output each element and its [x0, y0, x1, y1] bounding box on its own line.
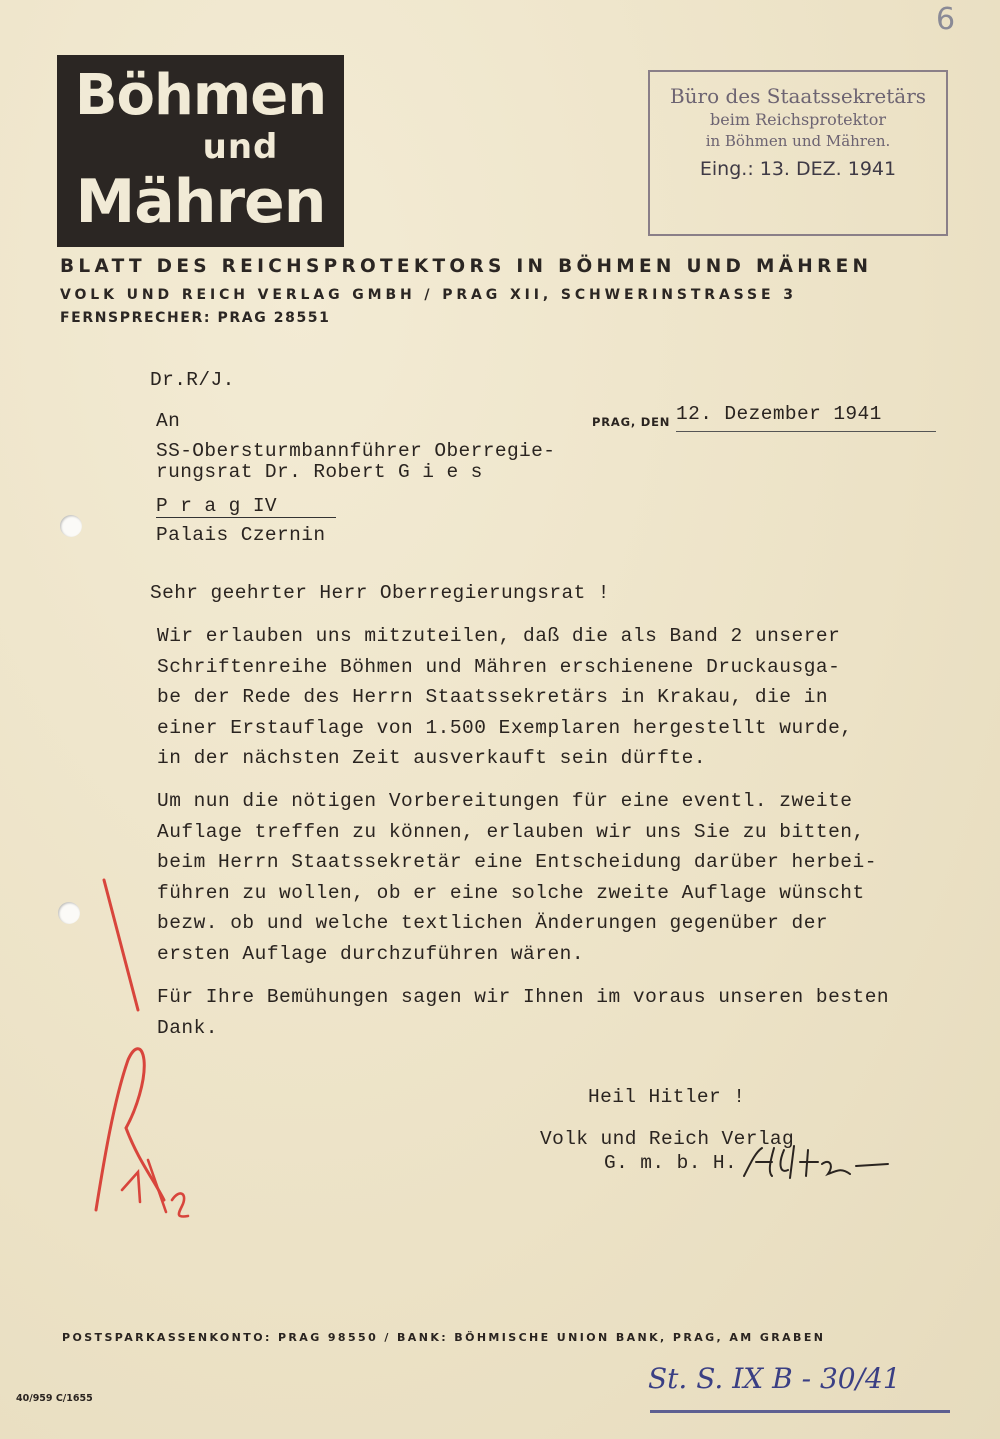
- paragraph-2-line: bezw. ob und welche textlichen Änderungen gegenüber der: [157, 912, 829, 934]
- paragraph-3-line: Dank.: [157, 1016, 219, 1039]
- paragraph-1-line: einer Erstauflage von 1.500 Exemplaren hergestellt wurde,: [157, 716, 853, 739]
- recipient-city: P r a g IV: [156, 495, 278, 517]
- paragraph-1-line: Schriftenreihe Böhmen und Mähren erschienene Druckausga-: [157, 655, 841, 678]
- reference-mark: Dr.R/J.: [150, 369, 235, 391]
- stamp-line-1: Büro des Staatssekretärs: [669, 84, 927, 108]
- receipt-stamp: [648, 70, 948, 236]
- paragraph-3: [157, 982, 889, 1043]
- city-underline: [156, 517, 336, 518]
- punch-hole-bottom: [58, 902, 80, 924]
- paragraph-2-line: ersten Auflage durchzuführen wären.: [157, 942, 585, 965]
- file-number-underline: [650, 1410, 950, 1413]
- logo-line-3: Mähren: [75, 167, 326, 237]
- paragraph-3-line: Für Ihre Bemühungen sagen wir Ihnen im voraus unseren besten: [157, 986, 890, 1008]
- signature: [738, 1140, 898, 1190]
- recipient-an: An: [156, 410, 181, 432]
- page-number: 6: [936, 2, 956, 37]
- stamp-date: Eing.: 13. DEZ. 1941: [699, 158, 897, 180]
- letterhead-address: VOLK UND REICH VERLAG GMBH / PRAG XII, SCHWERINSTRASSE 3: [60, 287, 797, 303]
- logo-line-2: und: [202, 127, 279, 167]
- letter-date: 12. Dezember 1941: [676, 403, 882, 425]
- paragraph-2-line: führen zu wollen, ob er eine solche zweite Auflage wünscht: [157, 881, 865, 904]
- recipient-building: Palais Czernin: [156, 524, 326, 546]
- paragraph-1: [157, 621, 853, 774]
- recipient-line-2: rungsrat Dr. Robert G i e s: [156, 461, 483, 483]
- logo-line-1: Böhmen: [74, 63, 327, 128]
- letterhead-phone: FERNSPRECHER: PRAG 28551: [60, 310, 331, 326]
- paragraph-1-line: be der Rede des Herrn Staatssekretärs in Krakau, die in: [157, 686, 829, 708]
- closing-company: Volk und Reich Verlag: [540, 1128, 795, 1150]
- letterhead-title: BLATT DES REICHSPROTEKTORS IN BÖHMEN UND MÄHREN: [60, 256, 873, 277]
- publisher-logo: [57, 55, 344, 247]
- punch-hole-top: [60, 515, 82, 537]
- form-number: 40/959 C/1655: [16, 1393, 93, 1404]
- paragraph-1-line: in der nächsten Zeit ausverkauft sein dürfte.: [157, 747, 707, 769]
- bank-footer: POSTSPARKASSENKONTO: PRAG 98550 / BANK: BÖHMISCHE UNION BANK, PRAG, AM GRABEN: [62, 1331, 826, 1344]
- salutation: Sehr geehrter Herr Oberregierungsrat !: [150, 582, 610, 604]
- date-prefix: PRAG, DEN: [592, 415, 671, 429]
- closing-greeting: Heil Hitler !: [588, 1086, 746, 1108]
- paragraph-2-line: Um nun die nötigen Vorbereitungen für eine eventl. zweite: [157, 790, 853, 812]
- paragraph-2-line: beim Herrn Staatssekretär eine Entscheidung darüber herbei-: [157, 851, 877, 873]
- stamp-line-3: in Böhmen und Mähren.: [705, 132, 891, 150]
- file-number-stamp: St. S. IX B - 30/41: [648, 1362, 901, 1395]
- paragraph-2: [157, 786, 877, 969]
- recipient-line-1: SS-Obersturmbannführer Oberregie-: [156, 440, 556, 462]
- closing-company-suffix: G. m. b. H.: [604, 1152, 738, 1174]
- red-pencil-marks: [80, 860, 220, 1260]
- paragraph-1-line: Wir erlauben uns mitzuteilen, daß die als Band 2 unserer: [157, 625, 841, 647]
- date-underline: [676, 431, 936, 432]
- stamp-line-2: beim Reichsprotektor: [709, 110, 887, 129]
- paragraph-2-line: Auflage treffen zu können, erlauben wir uns Sie zu bitten,: [157, 820, 865, 843]
